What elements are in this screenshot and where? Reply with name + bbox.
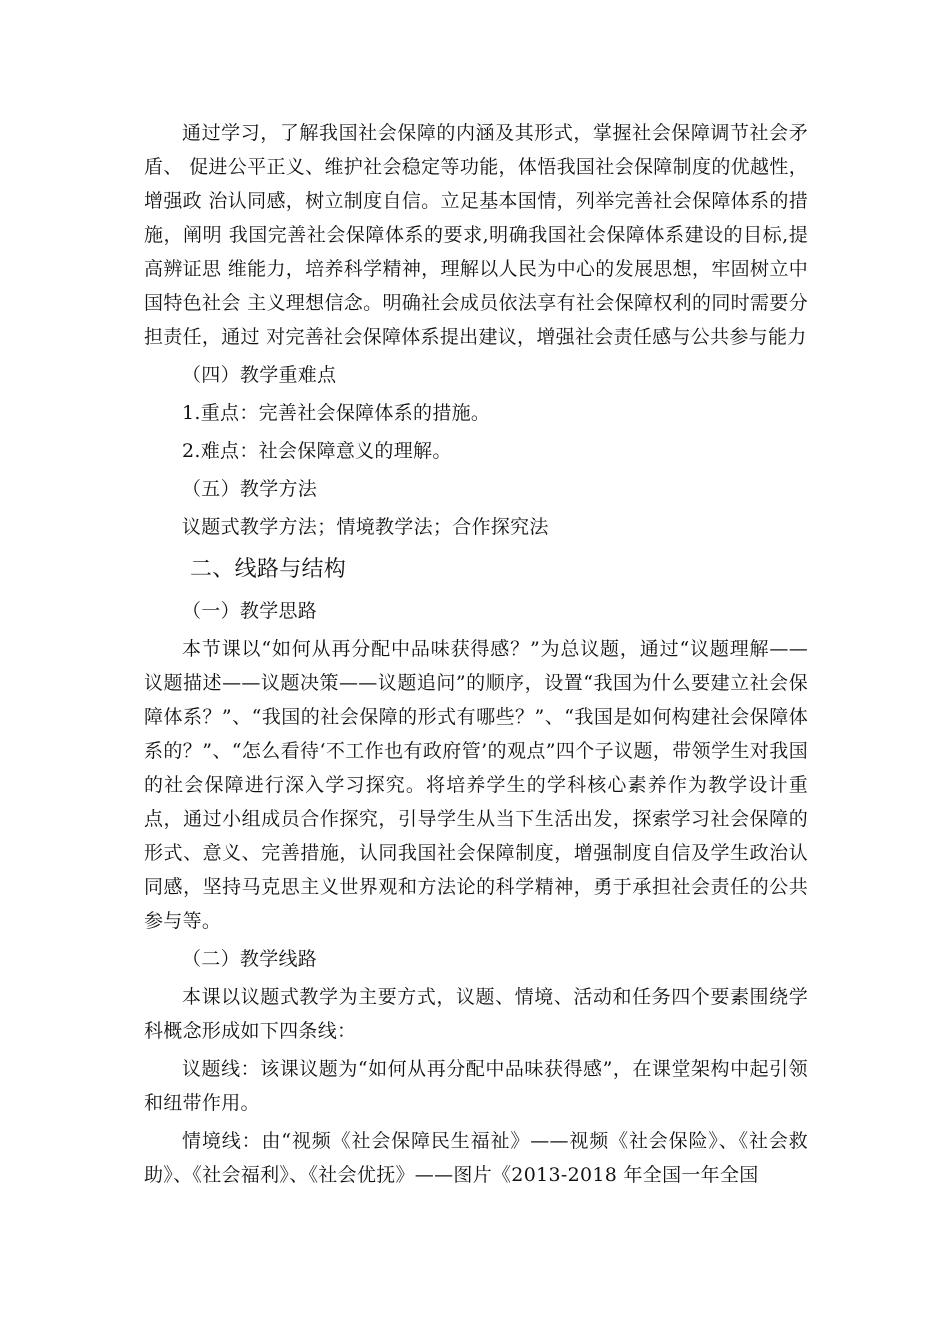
paragraph-learning-goals: 通过学习，了解我国社会保障的内涵及其形式，掌握社会保障调节社会矛盾、 促进公平正义、维护社会稳定等功能，体悟我国社会保障制度的优越性，增强政 治认同感，树立制度自信。立足基本国情，列举完善社会保障体系的措施，阐明 我国完善社会保障体系的要求,明确我国社会保障体系建设的目标,提高辨证思 维能力，培养科学精神，理解以人民为中心的发展思想，牢固树立中国特色社会 主义理想信念。明确社会成员依法享有社会保障权利的同时需要分担责任，通过 对完善社会保障体系提出建议，增强社会责任感与公共参与能力 <box>144 122 808 348</box>
heading-teaching-lines: （二）教学线路 <box>182 948 318 970</box>
paragraph-teaching-lines: 本课以议题式教学为主要方式，议题、情境、活动和任务四个要素围绕学科概念形成如下四条线： <box>144 986 808 1042</box>
heading-teaching-ideas: （一）教学思路 <box>182 600 318 622</box>
section-2-title: 二、线路与结构 <box>190 557 347 582</box>
paragraph-context-line: 情境线：由“视频《社会保障民生福祉》——视频《社会保险》、《社会救助》、《社会福利》、《社会优抚》——图片《2013-2018 年全国一年全国 <box>144 1130 808 1186</box>
key-point-1: 1.重点：完善社会保障体系的措施。 <box>182 402 491 424</box>
document-body <box>144 116 808 1192</box>
key-point-2: 2.难点：社会保障意义的理解。 <box>182 440 452 462</box>
methods-text: 议题式教学方法；情境教学法；合作探究法 <box>182 516 549 538</box>
paragraph-teaching-ideas: 本节课以“如何从再分配中品味获得感？”为总议题，通过“议题理解——议题描述——议题决策——议题追问”的顺序，设置“我国为什么要建立社会保障体系？”、“我国的社会保障的形式有哪些？”、“我国是如何构建社会保障体系的？”、“怎么看待‘不工作也有政府管’的观点”四个子议题，带领学生对我国的社会保障进行深入学习探究。将培养学生的学科核心素养作为教学设计重点，通过小组成员合作探究，引导学生从当下生活出发，探索学习社会保障的形式、意义、完善措施，认同我国社会保障制度，增强制度自信及学生政治认同感，坚持马克思主义世界观和方法论的科学精神，勇于承担社会责任的公共参与等。 <box>144 638 808 932</box>
heading-methods: （五）教学方法 <box>182 478 318 500</box>
heading-key-points: （四）教学重难点 <box>182 364 337 386</box>
paragraph-topic-line: 议题线：该课议题为“如何从再分配中品味获得感”，在课堂架构中起引领和纽带作用。 <box>144 1058 808 1114</box>
